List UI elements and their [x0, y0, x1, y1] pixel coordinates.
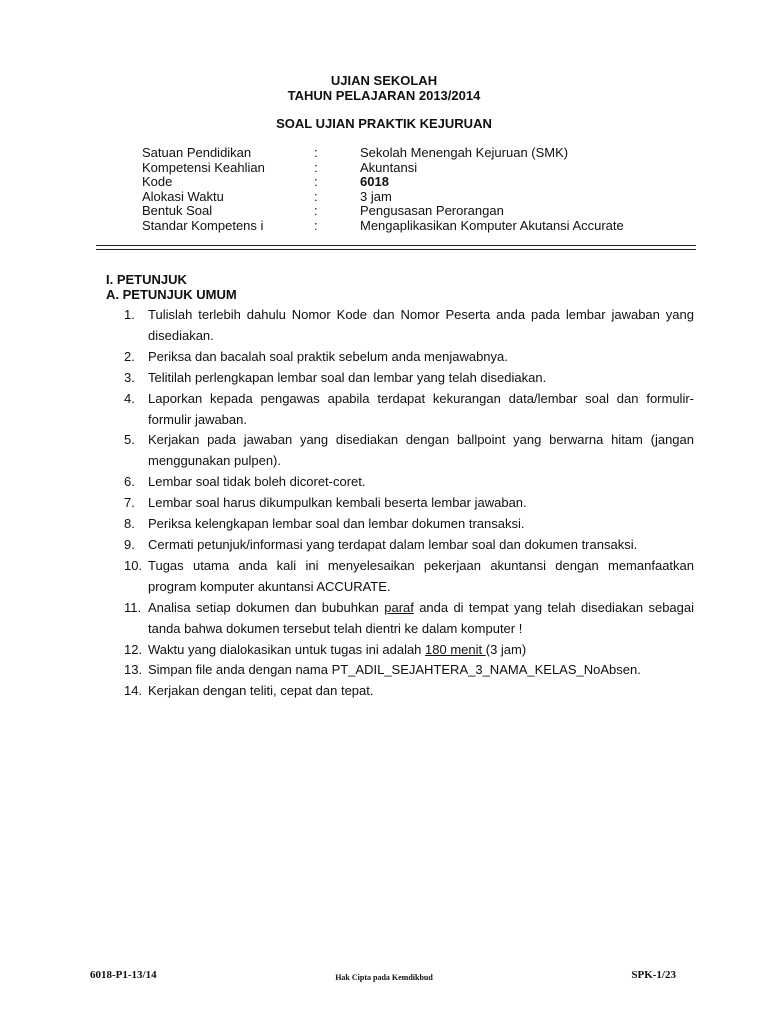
- info-label: Bentuk Soal: [142, 203, 213, 219]
- double-rule-bottom: [96, 249, 696, 250]
- list-item: [124, 556, 694, 598]
- list-item: [124, 640, 694, 661]
- item-number: 9.: [124, 536, 135, 552]
- item-text-underlined: paraf: [384, 599, 414, 615]
- info-row-standar-kompetensi: [142, 219, 702, 234]
- item-number: 11.: [124, 599, 142, 615]
- info-label: Standar Kompetens i: [142, 217, 264, 233]
- item-number: 12.: [124, 641, 143, 657]
- info-value: 3 jam: [360, 188, 392, 204]
- info-colon: :: [314, 188, 318, 204]
- list-item: [124, 493, 694, 514]
- item-text-end: (3 jam): [485, 641, 527, 657]
- info-value: Akuntansi: [360, 159, 418, 175]
- item-number: 10.: [124, 557, 143, 573]
- item-number: 2.: [124, 348, 135, 364]
- item-number: 4.: [124, 390, 135, 406]
- list-item: [124, 305, 694, 347]
- item-text: Periksa kelengkapan lembar soal dan lembar dokumen transaksi.: [148, 516, 525, 532]
- item-text: Kerjakan dengan teliti, cepat dan tepat.: [148, 683, 374, 699]
- list-item: [124, 514, 694, 535]
- info-row-kompetensi-keahlian: [142, 161, 702, 176]
- footer-copyright: Hak Cipta pada Kemdikbud: [335, 973, 433, 982]
- info-colon: :: [314, 217, 318, 233]
- item-text: Tugas utama anda kali ini menyelesaikan pekerjaan akuntansi dengan memanfaatkan program komputer akuntansi ACCURATE.: [148, 557, 694, 594]
- exam-title: UJIAN SEKOLAH: [330, 73, 438, 88]
- info-value: Pengusasan Perorangan: [360, 203, 504, 219]
- info-row-alokasi-waktu: [142, 190, 702, 205]
- item-number: 7.: [124, 495, 135, 511]
- info-value: Sekolah Menengah Kejuruan (SMK): [360, 145, 569, 160]
- list-item: [124, 535, 694, 556]
- academic-year: TAHUN PELAJARAN 2013/2014: [287, 88, 481, 103]
- list-item: [124, 347, 694, 368]
- item-text: Laporkan kepada pengawas apabila terdapat kekurangan data/lembar soal dan formulir-formulir jawaban.: [148, 390, 694, 427]
- list-item: [124, 681, 694, 702]
- item-number: 6.: [124, 474, 135, 490]
- item-text: Telitilah perlengkapan lembar soal dan lembar yang telah disediakan.: [148, 369, 547, 385]
- item-text: Lembar soal harus dikumpulkan kembali beserta lembar jawaban.: [148, 495, 527, 511]
- item-text: Kerjakan pada jawaban yang disediakan dengan ballpoint yang berwarna hitam (jangan menggunakan pulpen).: [148, 432, 694, 469]
- footer-page-number: SPK-1/23: [631, 969, 676, 981]
- item-text-start: Analisa setiap dokumen dan bubuhkan: [148, 599, 385, 615]
- list-item: [124, 389, 694, 431]
- list-item: [124, 660, 694, 681]
- item-text-start: Waktu yang dialokasikan untuk tugas ini adalah: [148, 641, 426, 657]
- item-text: Periksa dan bacalah soal praktik sebelum anda menjawabnya.: [148, 348, 508, 364]
- info-value: 6018: [360, 174, 389, 190]
- item-number: 1.: [124, 307, 135, 322]
- list-item: [124, 430, 694, 472]
- item-text: Cermati petunjuk/informasi yang terdapat dalam lembar soal dan dokumen transaksi.: [148, 536, 638, 552]
- list-item: [124, 368, 694, 389]
- section-heading-petunjuk-umum: A. PETUNJUK UMUM: [106, 287, 237, 302]
- info-label: Kompetensi Keahlian: [142, 159, 265, 175]
- info-colon: :: [314, 159, 318, 175]
- info-label: Satuan Pendidikan: [142, 145, 252, 160]
- item-number: 13.: [124, 662, 143, 678]
- list-item: [124, 472, 694, 493]
- item-text-underlined: 180 menit: [425, 641, 486, 657]
- exam-info-table: [142, 146, 702, 234]
- info-label: Alokasi Waktu: [142, 188, 224, 204]
- item-number: 3.: [124, 369, 135, 385]
- info-row-satuan-pendidikan: [142, 146, 702, 161]
- double-rule-top: [96, 245, 696, 246]
- section-heading-petunjuk: I. PETUNJUK: [106, 272, 187, 287]
- info-label: Kode: [142, 174, 173, 190]
- item-number: 8.: [124, 516, 135, 532]
- footer-document-code: 6018-P1-13/14: [90, 969, 157, 981]
- info-value: Mengaplikasikan Komputer Akutansi Accurate: [360, 217, 624, 233]
- instruction-list: [124, 305, 694, 702]
- item-number: 5.: [124, 432, 135, 448]
- info-colon: :: [314, 203, 318, 219]
- item-text: Lembar soal tidak boleh dicoret-coret.: [148, 474, 366, 490]
- info-row-bentuk-soal: [142, 204, 702, 219]
- list-item: [124, 598, 694, 640]
- info-colon: :: [314, 145, 318, 160]
- item-number: 14.: [124, 683, 143, 699]
- item-text: Simpan file anda dengan nama PT_ADIL_SEJAHTERA_3_NAMA_KELAS_NoAbsen.: [148, 662, 641, 678]
- exam-subtitle: SOAL UJIAN PRAKTIK KEJURUAN: [276, 116, 492, 131]
- item-text: Tulislah terlebih dahulu Nomor Kode dan Nomor Peserta anda pada lembar jawaban yang disediakan.: [148, 307, 694, 343]
- item-text-end: anda di tempat yang telah disediakan sebagai tanda bahwa dokumen tersebut telah dientri ke dalam komputer !: [148, 599, 694, 636]
- info-row-kode: [142, 175, 702, 190]
- info-colon: :: [314, 174, 318, 190]
